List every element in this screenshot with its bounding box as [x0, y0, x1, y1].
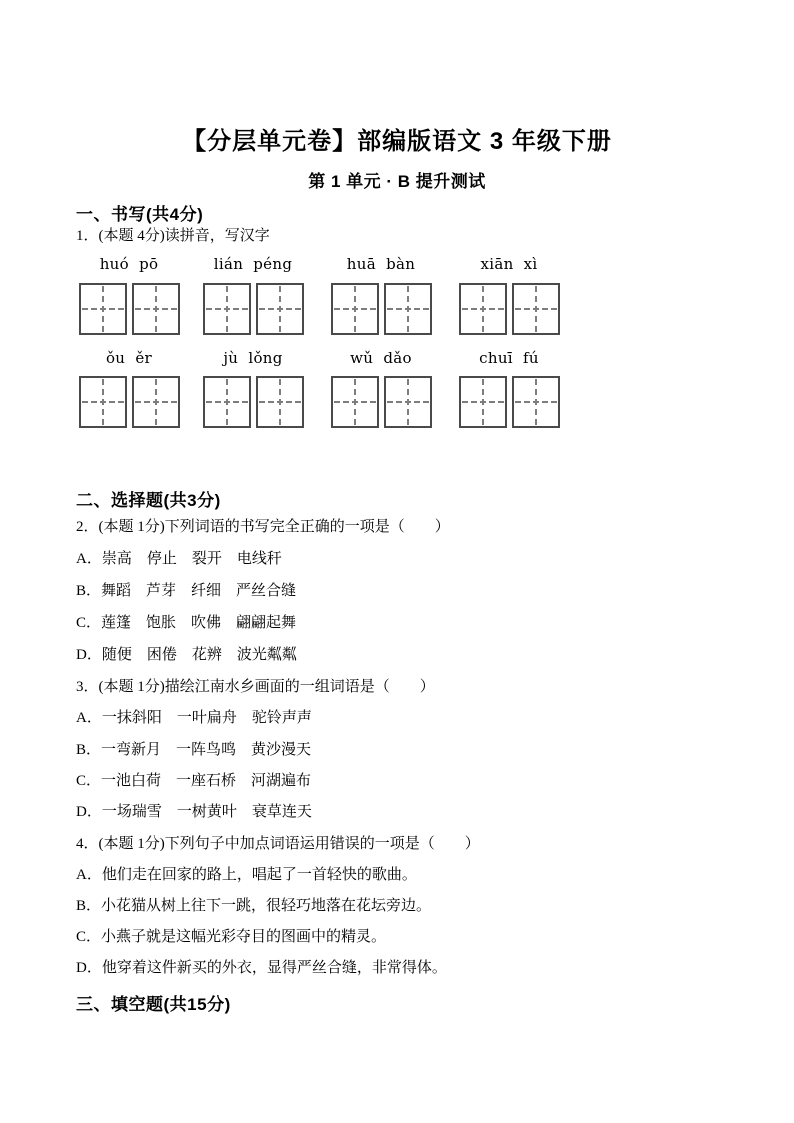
q3-option-b: B．一弯新月 一阵鸟鸣 黄沙漫天 — [76, 742, 312, 758]
writing-grid-pair — [331, 376, 432, 428]
hanzi-writing-box — [256, 376, 304, 428]
hanzi-writing-box — [512, 283, 560, 335]
pinyin-label-wu-dao: wǔ dǎo — [350, 349, 412, 367]
section-choice-heading: 二、选择题(共3分) — [76, 491, 221, 510]
q2-option-d: D．随便 困倦 花辨 波光粼粼 — [76, 647, 297, 663]
q2-option-c: C．莲篷 饱胀 吹佛 翩翩起舞 — [76, 615, 297, 631]
q4-option-c: C．小燕子就是这幅光彩夺目的图画中的精灵。 — [76, 929, 387, 945]
q3-option-c: C．一池白荷 一座石桥 河湖遍布 — [76, 773, 312, 789]
hanzi-writing-box — [203, 376, 251, 428]
hanzi-writing-box — [331, 376, 379, 428]
pinyin-label-ou-er: ǒu ěr — [105, 349, 153, 367]
pinyin-label-lian-peng: lián péng — [213, 255, 293, 273]
hanzi-writing-box — [512, 376, 560, 428]
page-title: 【分层单元卷】部编版语文 3 年级下册 — [182, 128, 612, 155]
writing-grid-pair — [79, 283, 180, 335]
writing-grid-pair — [79, 376, 180, 428]
section-writing-heading: 一、书写(共4分) — [76, 205, 204, 224]
q4-stem: 4．(本题 1分)下列句子中加点词语运用错误的一项是（ ） — [76, 836, 480, 852]
section-fill-heading: 三、填空题(共15分) — [76, 995, 231, 1014]
hanzi-writing-box — [132, 376, 180, 428]
hanzi-writing-box — [384, 376, 432, 428]
hanzi-writing-box — [256, 283, 304, 335]
pinyin-label-huo-po: huó pō — [99, 255, 159, 273]
pinyin-label-ju-long: jù lǒng — [223, 349, 283, 367]
hanzi-writing-box — [384, 283, 432, 335]
q2-option-a: A．崇高 停止 裂开 电线秆 — [76, 551, 282, 567]
hanzi-writing-box — [203, 283, 251, 335]
q1-stem: 1．(本题 4分)读拼音，写汉字 — [76, 228, 270, 244]
writing-grid-pair — [459, 376, 560, 428]
q4-option-d: D．他穿着这件新买的外衣，显得严丝合缝，非常得体。 — [76, 960, 447, 976]
q2-stem: 2．(本题 1分)下列词语的书写完全正确的一项是（ ） — [76, 519, 450, 535]
page-subtitle: 第 1 单元 · B 提升测试 — [308, 172, 486, 191]
q4-option-b: B．小花猫从树上往下一跳，很轻巧地落在花坛旁边。 — [76, 898, 432, 914]
hanzi-writing-box — [79, 283, 127, 335]
q2-option-b: B．舞蹈 芦芽 纤细 严丝合缝 — [76, 583, 297, 599]
q3-option-d: D．一场瑞雪 一树黄叶 衰草连天 — [76, 804, 312, 820]
hanzi-writing-box — [79, 376, 127, 428]
writing-grid-pair — [331, 283, 432, 335]
hanzi-writing-box — [459, 376, 507, 428]
pinyin-label-xian-xi: xiān xì — [480, 255, 538, 273]
hanzi-writing-box — [459, 283, 507, 335]
hanzi-writing-box — [331, 283, 379, 335]
pinyin-label-hua-ban: huā bàn — [346, 255, 416, 273]
writing-grid-pair — [203, 376, 304, 428]
hanzi-writing-box — [132, 283, 180, 335]
pinyin-label-chui-fu: chuī fú — [479, 349, 539, 367]
writing-grid-pair — [203, 283, 304, 335]
writing-grid-pair — [459, 283, 560, 335]
q4-option-a: A．他们走在回家的路上，唱起了一首轻快的歌曲。 — [76, 867, 417, 883]
q3-stem: 3．(本题 1分)描绘江南水乡画面的一组词语是（ ） — [76, 679, 435, 695]
q3-option-a: A．一抹斜阳 一叶扁舟 驼铃声声 — [76, 710, 312, 726]
